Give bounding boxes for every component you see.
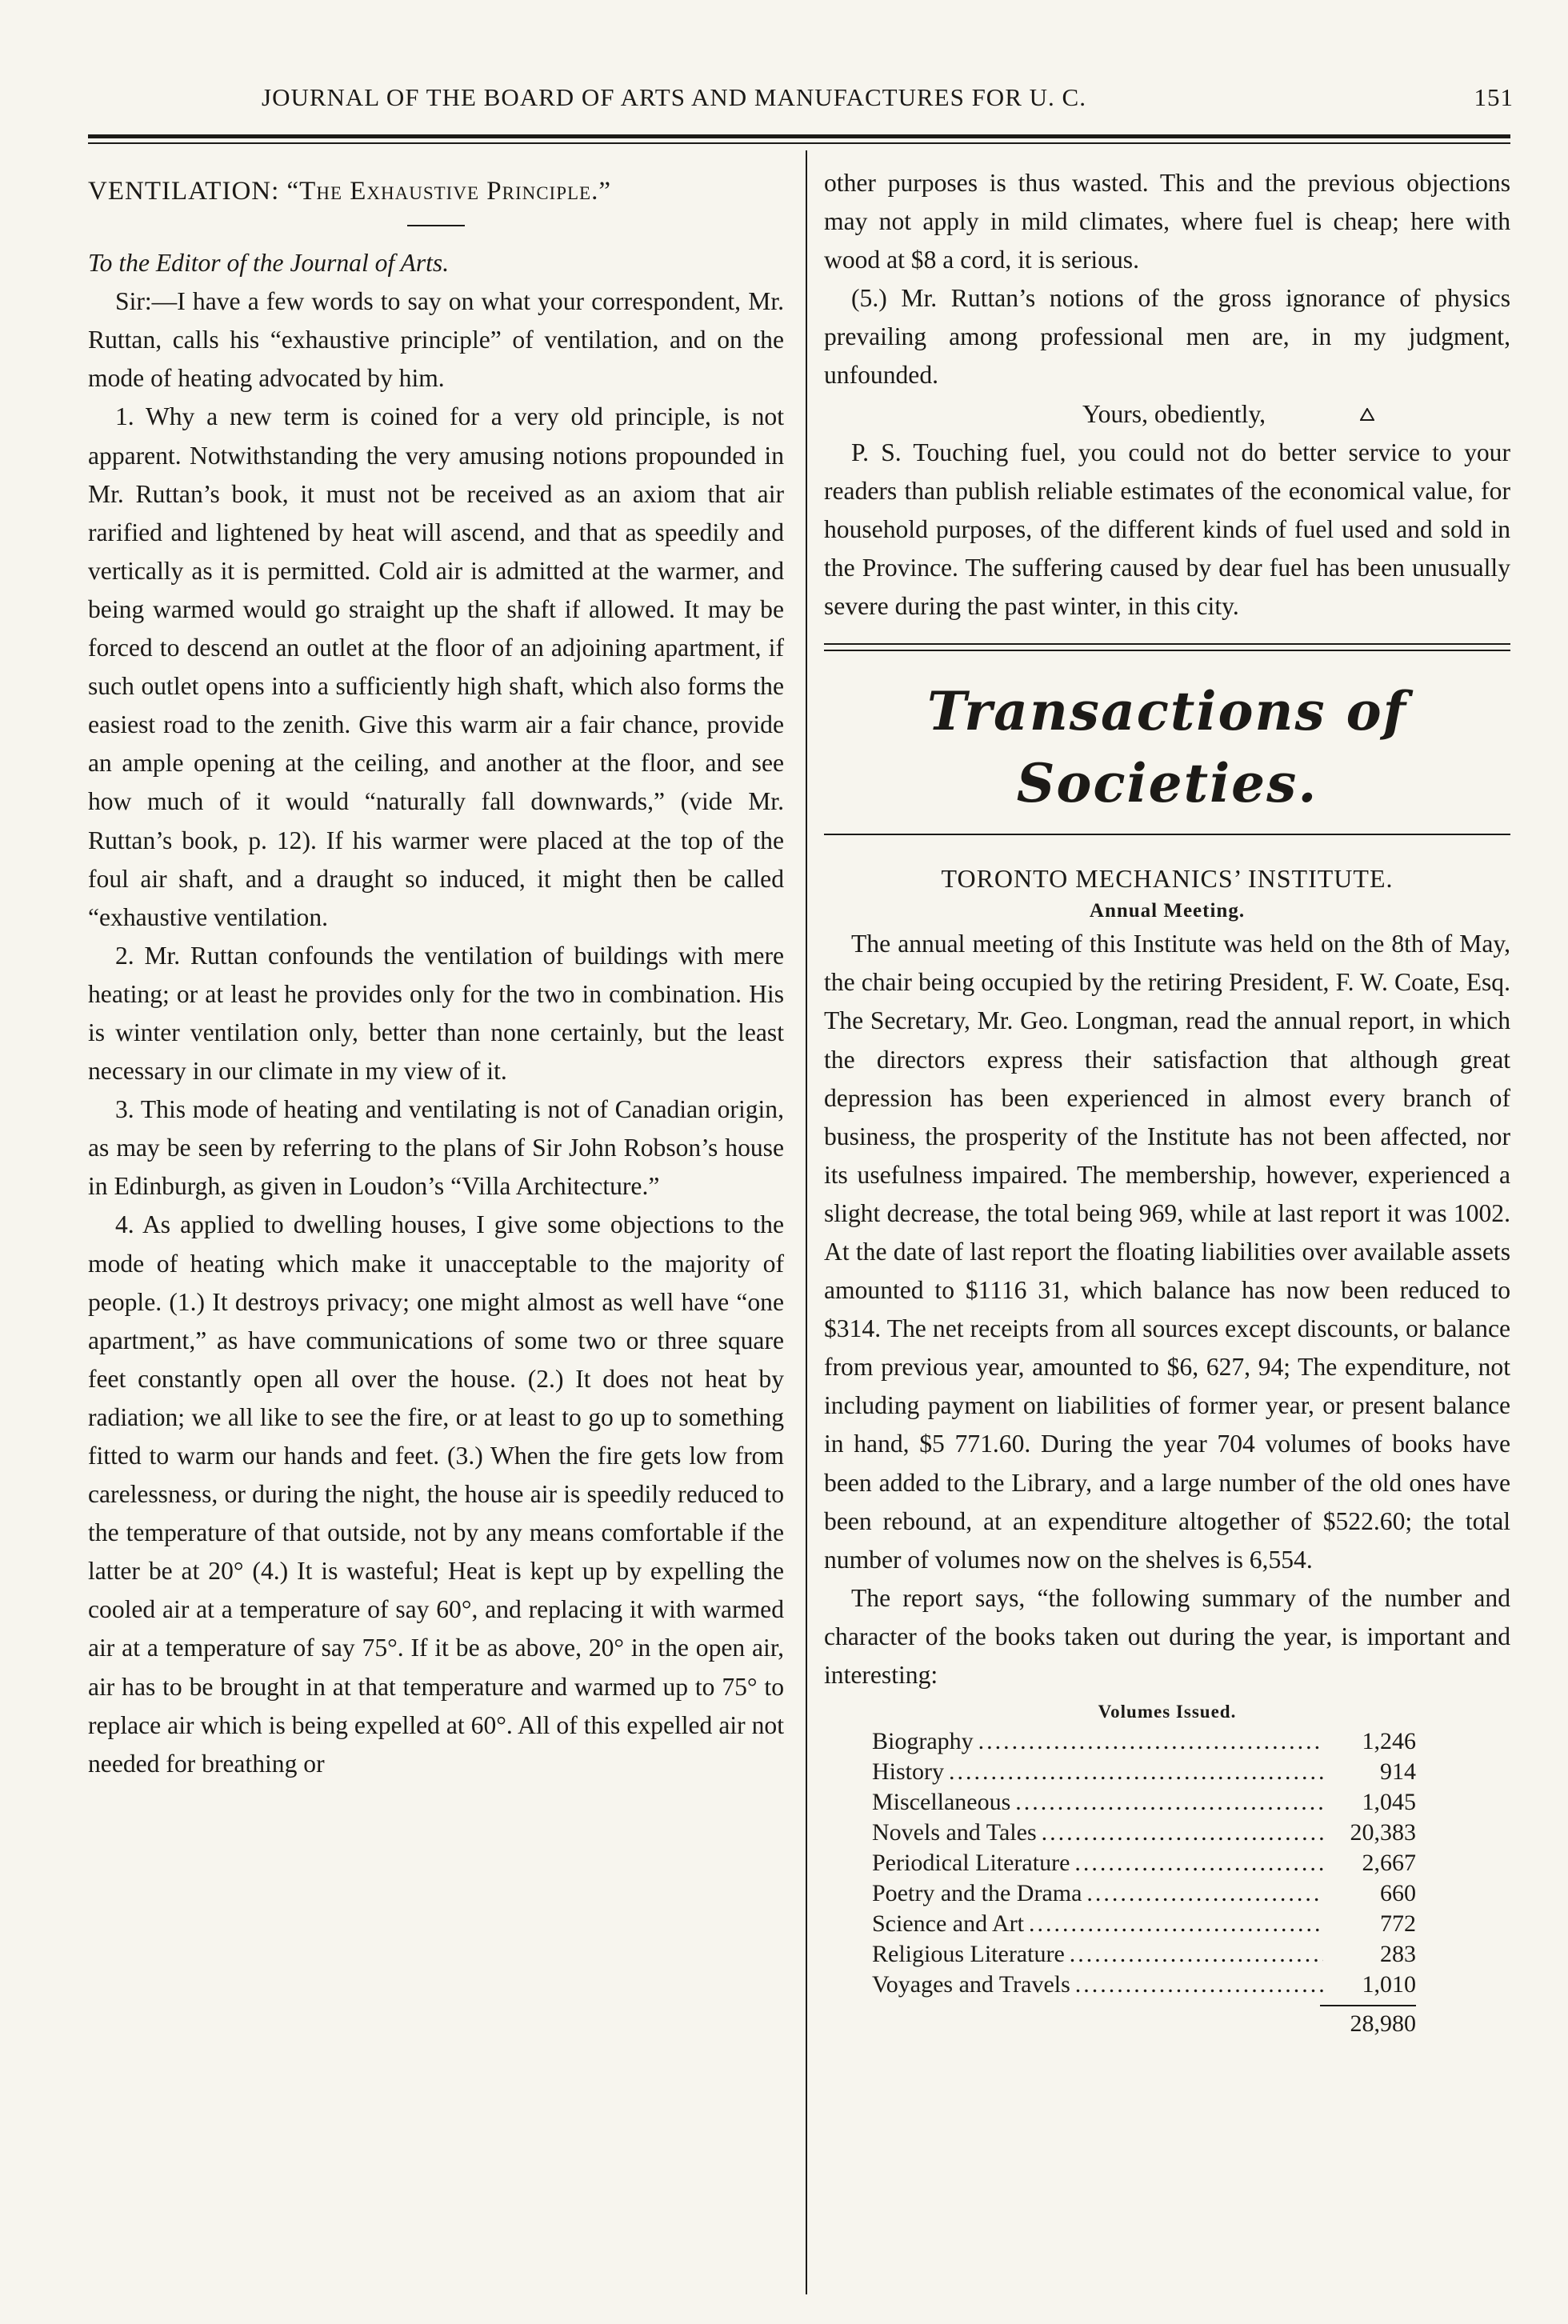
paragraph: 1. Why a new term is coined for a very old principle, is not apparent. Notwithstanding the very amusing notions propounded in Mr. Ruttan’s book, it must not be received as an axiom that air rarified and lightened by heat will ascend, and that as speedily and vertically as it is permitted. Cold air is admitted at the warmer, and being warmed would go straight up the shaft if allowed. It may be forced to descend an outlet at the floor of an adjoining apartment, if such outlet opens into a sufficiently high shaft, which also forms the easiest road to the zenith. Give this warm air a fair chance, provide an ample opening at the ceiling, and another at the floor, and see how much of it would “naturally fall downwards,” (vide Mr. Ruttan’s book, p. 12). If his warmer were placed at the top of the foul air shaft, and a draught so induced, it might then be called “exhaustive ventilation. (88, 402, 784, 931)
table-row: Periodical Literature ..... 2,667 (872, 1848, 1416, 1878)
institute-title: TORONTO MECHANICS’ INSTITUTE. (941, 864, 1394, 894)
salutation: To the Editor of the Journal of Arts. (88, 249, 450, 278)
triangle-signature-mark (1360, 408, 1374, 421)
table-row: Biography ..... 1,246 (872, 1726, 1416, 1757)
table-row: Religious Literature ..... 283 (872, 1939, 1416, 1970)
paragraph: The annual meeting of this Institute was held on the 8th of May, the chair being occupied by the retiring President, F. W. Coate, Esq. The Secretary, Mr. Geo. Longman, read the annual report, in which the directors express their satisfaction that although great depression has been experienced in almost every branch of business, the prosperity of the Institute has not been affected, nor its usefulness impaired. The membership, however, experienced a slight decrease, the total being 969, while at last report it was 1002. At the date of last report the floating liabilities over available assets amounted to $1116 31, which balance has now been reduced to $314. The net receipts from all sources except discounts, or balance from previous year, amounted to $6, 627, 94; The expenditure, not including payment on liabilities of former year, or present balance in hand, $5 771.60. During the year 704 volumes of books have been added to the Library, and a large number of the old ones have been rebound, at an expenditure altogether of $522.60; the total number of volumes now on the shelves is 6,554. (824, 930, 1510, 1574)
table-row: Voyages and Travels ..... 1,010 (872, 1970, 1416, 2000)
left-column (88, 164, 784, 1783)
paragraph: The report says, “the following summary of the number and character of the books taken out during the year, is important and interesting: (824, 1583, 1510, 1689)
table-row: History ..... 914 (872, 1757, 1416, 1787)
paragraph: (5.) Mr. Ruttan’s notions of the gross ignorance of physics prevailing among professional men are, in my judgment, unfounded. (824, 284, 1510, 390)
paragraph-continued: other purposes is thus wasted. This and the previous objections may not apply in mild climates, where fuel is cheap; here with wood at $8 a cord, it is serious. (824, 169, 1510, 274)
volumes-table (872, 1726, 1416, 2042)
section-rule (824, 643, 1510, 645)
meeting-title: Annual Meeting. (1089, 900, 1246, 922)
right-column (824, 164, 1510, 2042)
table-row: Poetry and the Drama ..... 660 (872, 1878, 1416, 1909)
column-divider (806, 150, 807, 2294)
signoff: Yours, obediently, (824, 395, 1510, 434)
header-rule-thick (88, 134, 1510, 138)
volumes-heading: Volumes Issued. (1098, 1702, 1237, 1722)
ventilation-title: VENTILATION: “The Exhaustive Principle.” (88, 177, 612, 206)
journal-title: JOURNAL OF THE BOARD OF ARTS AND MANUFACTURES FOR U. C. (262, 83, 1086, 111)
page-number: 151 (1474, 83, 1514, 111)
running-header (98, 83, 1514, 131)
paragraph: 2. Mr. Ruttan confounds the ventilation of buildings with mere heating; or at least he provides only for the two in combination. His is winter ventilation only, better than none certainly, but the least necessary in our climate in my view of it. (88, 941, 784, 1086)
table-row: Miscellaneous ..... 1,045 (872, 1787, 1416, 1818)
title-rule (407, 225, 465, 226)
paragraph: Sir:—I have a few words to say on what your correspondent, Mr. Ruttan, calls his “exhaustive principle” of ventilation, and on the mode of heating advocated by him. (88, 287, 784, 393)
table-row: Novels and Tales ..... 20,383 (872, 1818, 1416, 1848)
volumes-total: 28,980 (1350, 2010, 1416, 2038)
section-heading: Transactions of Societies. (926, 680, 1408, 815)
table-row: Science and Art ..... 772 (872, 1909, 1416, 1939)
paragraph: 3. This mode of heating and ventilating is not of Canadian origin, as may be seen by referring to the plans of Sir John Robson’s house in Edinburgh, as given in Loudon’s “Villa Architecture.” (88, 1095, 784, 1201)
paragraph: 4. As applied to dwelling houses, I give some objections to the mode of heating which make it unacceptable to the majority of people. (1.) It destroys privacy; one might almost as well have “one apartment,” as have communications of some two or three square feet constantly open all over the house. (2.) It does not heat by radiation; we all like to see the fire, or at least to go up to something fitted to warm our hands and feet. (3.) When the fire gets low from carelessness, or during the night, the house air is speedily reduced to the temperature of that outside, not by any means comfortable if the latter be at 20° (4.) It is wasteful; Heat is kept up by expelling the cooled air at a temperature of say 60°, and replacing it with warmed air at a temperature of say 75°. If it be as above, 20° in the open air, air has to be brought in at that temperature and warmed up to 75° to replace air which is being expelled at 60°. All of this expelled air not needed for breathing or (88, 1210, 784, 1778)
section-rule (824, 834, 1510, 835)
section-rule (824, 650, 1510, 651)
postscript: P. S. Touching fuel, you could not do better service to your readers than publish reliable estimates of the economical value, for household purposes, of the different kinds of fuel used and sold in the Province. The suffering caused by dear fuel has been unusually severe during the past winter, in this city. (824, 438, 1510, 621)
header-rule-thin (88, 142, 1510, 144)
